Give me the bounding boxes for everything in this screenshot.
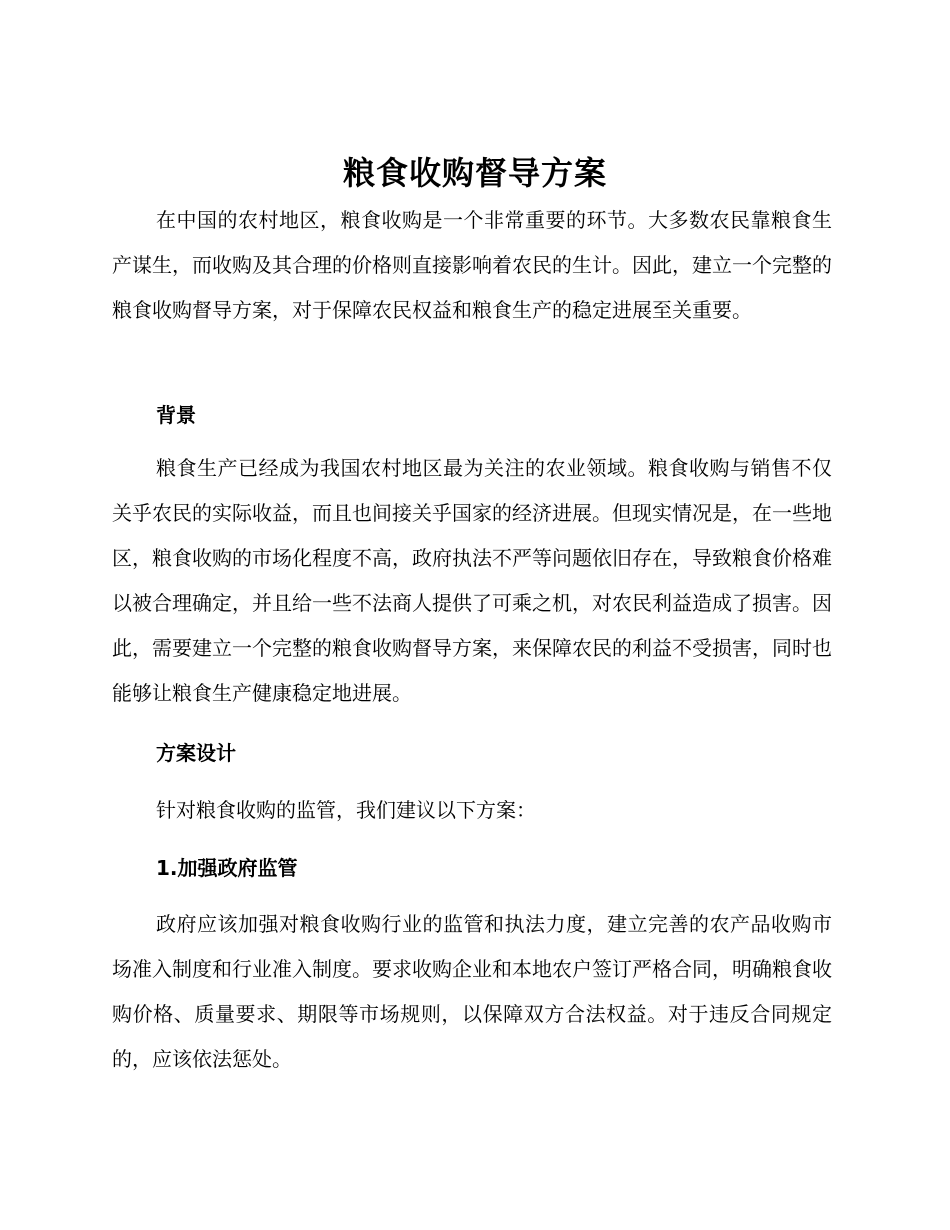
section-heading-background: 背景 <box>156 403 196 427</box>
section-heading-item1: 1.加强政府监管 <box>156 856 298 880</box>
document-title: 粮食收购督导方案 <box>342 154 607 192</box>
background-paragraph: 粮食生产已经成为我国农村地区最为关注的农业领域。粮食收购与销售不仅关乎农民的实际收益，而且也间接关乎国家的经济进展。但现实情况是，在一些地区，粮食收购的市场化程度不高，政府执法不严等问题依旧存在，导致粮食价格难以被合理确定，并且给一些不法商人提供了可乘之机，对农民利益造成了损害。因此，需要建立一个完整的粮食收购督导方案，来保障农民的利益不受损害，同时也能够让粮食生产健康稳定地进展。 <box>112 456 832 705</box>
section-heading-design: 方案设计 <box>156 741 236 765</box>
design-paragraph: 针对粮食收购的监管，我们建议以下方案： <box>156 798 536 822</box>
intro-paragraph: 在中国的农村地区，粮食收购是一个非常重要的环节。大多数农民靠粮食生产谋生，而收购及其合理的价格则直接影响着农民的生计。因此，建立一个完整的粮食收购督导方案，对于保障农民权益和粮食生产的稳定进展至关重要。 <box>112 208 832 322</box>
item1-paragraph: 政府应该加强对粮食收购行业的监管和执法力度，建立完善的农产品收购市场准入制度和行业准入制度。要求收购企业和本地农户签订严格合同，明确粮食收购价格、质量要求、期限等市场规则，以保障双方合法权益。对于违反合同规定的，应该依法惩处。 <box>112 912 832 1071</box>
